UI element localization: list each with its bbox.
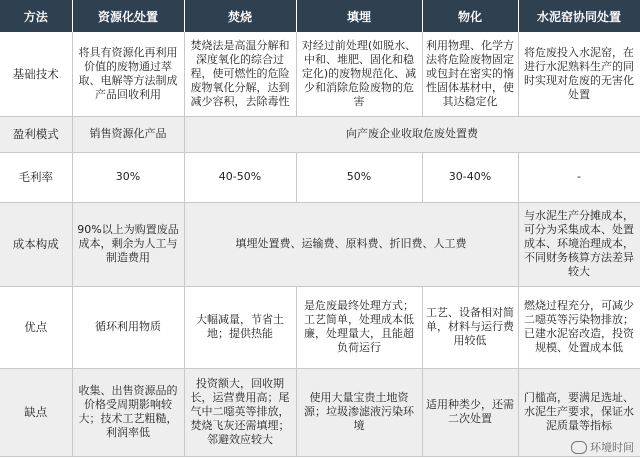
table-cell: 30% [72,152,184,202]
table-cell: 40-50% [184,152,296,202]
table-cell: 是危废最终处理方式；工艺简单，处理成本低廉，处理量大，且能超负荷运行 [296,286,422,368]
row-pros [0,286,640,368]
table-cell: 利用物理、化学方法将危险废物固定或包封在密实的惰性固体基材中，使其达稳定化 [422,32,518,116]
table-cell: 使用大量宝贵土地资源；垃圾渗滤液污染环境 [296,368,422,456]
table-cell: 收集、出售资源品的价格受周期影响较大；技术工艺粗糙，利润率低 [72,368,184,456]
table-cell: 投资额大，回收期长，运营费用高；尾气中二噁英等排放，焚烧飞灰还需填埋；邻避效应较大 [184,368,296,456]
wechat-icon [571,441,587,454]
table-cell: 90%以上为购置废品成本，剩余为人工与制造费用 [72,202,184,286]
table-cell: 销售资源化产品 [72,116,184,152]
row-profit-model [0,116,640,152]
table-cell: 50% [296,152,422,202]
row-gross-margin [0,152,640,202]
row-label: 成本构成 [0,202,72,286]
table-cell: 将具有资源化再利用价值的废物通过萃取、电解等方法制成产品回收利用 [72,32,184,116]
watermark [571,439,634,455]
table-cell: 循环利用物质 [72,286,184,368]
table-cell: 与水泥生产分摊成本，可分为采集成本、处置成本、环境治理成本，不同财务核算方法差异较大 [518,202,640,286]
header-incineration: 焚烧 [184,0,296,32]
row-label: 盈利模式 [0,116,72,152]
table-cell: - [518,152,640,202]
header-landfill: 填埋 [296,0,422,32]
table-cell: 30-40% [422,152,518,202]
row-label: 毛利率 [0,152,72,202]
table-cell-merged: 填埋处置费、运输费、原料费、折旧费、人工费 [184,202,518,286]
table-cell: 工艺、设备相对简单，材料与运行费用较低 [422,286,518,368]
table-cell: 焚烧法是高温分解和深度氧化的综合过程，使可燃性的危险废物氧化分解，达到减少容积，去除毒性 [184,32,296,116]
table-cell: 将危废投入水泥窑，在进行水泥熟料生产的同时实现对危废的无害化处置 [518,32,640,116]
table-cell: 适用种类少，还需二次处置 [422,368,518,456]
watermark-text: 环境时间 [590,441,634,454]
table-cell: 对经过前处理(如脱水、中和、堆肥、固化和稳定化)的废物规范化、减少和消除危险废物的危害 [296,32,422,116]
table-cell-merged: 向产废企业收取危废处置费 [184,116,640,152]
header-physicochemical: 物化 [422,0,518,32]
table-cell: 大幅减量，节省土地；提供热能 [184,286,296,368]
header-resource-recovery: 资源化处置 [72,0,184,32]
row-basic-tech [0,32,640,116]
row-label: 基础技术 [0,32,72,116]
header-method: 方法 [0,0,72,32]
row-cons [0,368,640,456]
row-cost-structure [0,202,640,286]
header-cement-kiln: 水泥窑协同处置 [518,0,640,32]
row-label: 缺点 [0,368,72,456]
row-label: 优点 [0,286,72,368]
table-cell: 门槛高，要满足选址、水泥生产要求，保证水泥质量等指标 [518,368,640,456]
table-cell: 燃烧过程充分，可减少二噁英等污染物排放；已建水泥窑改造，投资规模、处置成本低 [518,286,640,368]
header-row [0,0,640,32]
